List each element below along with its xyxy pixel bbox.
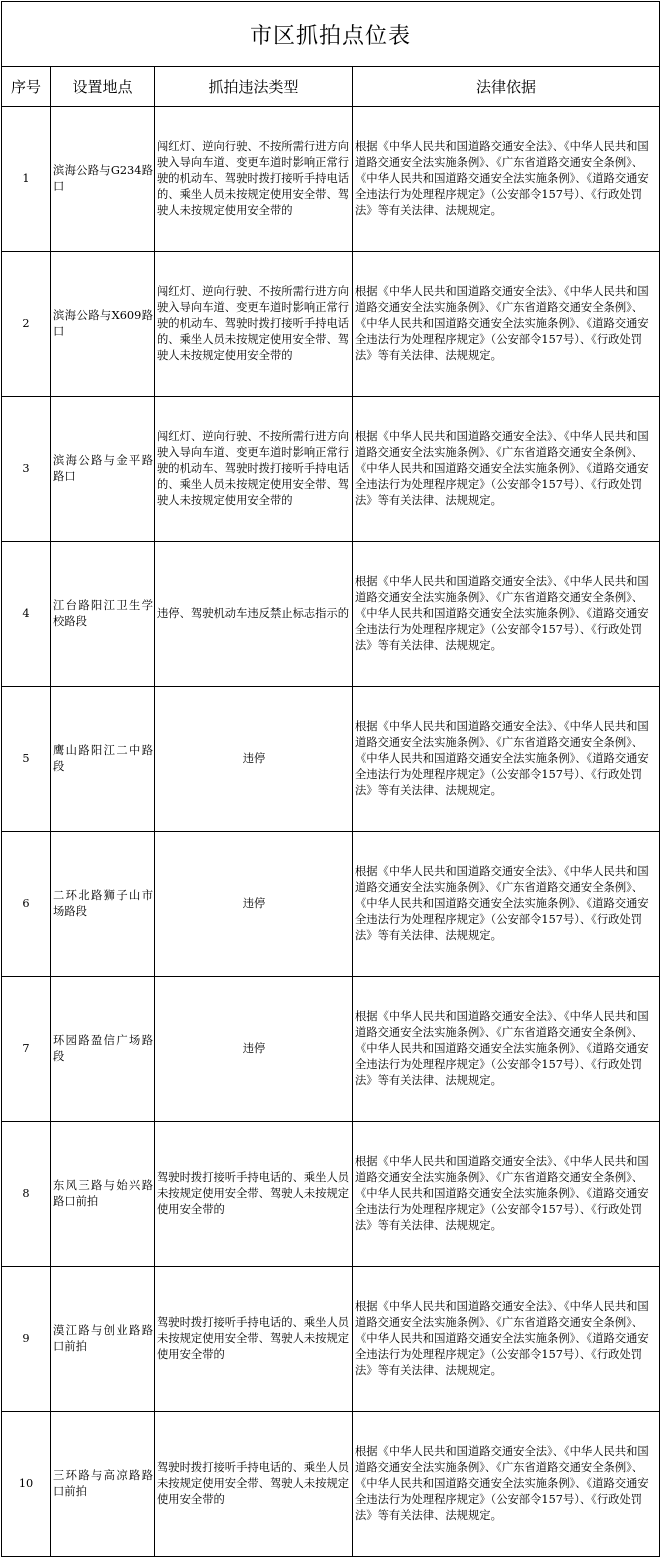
row-location: 环园路盈信广场路段 [51, 977, 155, 1122]
table-row [2, 1412, 660, 1557]
table-header-row [2, 67, 660, 107]
row-number: 3 [2, 397, 51, 542]
row-legal-basis: 根据《中华人民共和国道路交通安全法》、《中华人民共和国道路交通安全法实施条例》、《广东省道路交通安全条例》、《中华人民共和国道路交通安全法实施条例》、《道路交通安全违法行为处理程序规定》（公安部令157号）、《行政处罚法》等有关法律、法规规定。 [353, 1267, 660, 1412]
row-location: 二环北路狮子山市场路段 [51, 832, 155, 977]
capture-points-table [1, 1, 660, 1557]
row-legal-basis: 根据《中华人民共和国道路交通安全法》、《中华人民共和国道路交通安全法实施条例》、《广东省道路交通安全条例》、《中华人民共和国道路交通安全法实施条例》、《道路交通安全违法行为处理程序规定》（公安部令157号）、《行政处罚法》等有关法律、法规规定。 [353, 252, 660, 397]
header-no: 序号 [2, 67, 51, 107]
row-legal-basis: 根据《中华人民共和国道路交通安全法》、《中华人民共和国道路交通安全法实施条例》、《广东省道路交通安全条例》、《中华人民共和国道路交通安全法实施条例》、《道路交通安全违法行为处理程序规定》（公安部令157号）、《行政处罚法》等有关法律、法规规定。 [353, 687, 660, 832]
table-row [2, 107, 660, 252]
row-violation-type: 违停 [155, 832, 353, 977]
row-legal-basis: 根据《中华人民共和国道路交通安全法》、《中华人民共和国道路交通安全法实施条例》、《广东省道路交通安全条例》、《中华人民共和国道路交通安全法实施条例》、《道路交通安全违法行为处理程序规定》（公安部令157号）、《行政处罚法》等有关法律、法规规定。 [353, 542, 660, 687]
row-location: 滨海公路与G234路口 [51, 107, 155, 252]
row-location: 鹰山路阳江二中路段 [51, 687, 155, 832]
row-violation-type: 闯红灯、逆向行驶、不按所需行进方向驶入导向车道、变更车道时影响正常行驶的机动车、驾驶时拨打接听手持电话的、乘坐人员未按规定使用安全带、驾驶人未按规定使用安全带的 [155, 107, 353, 252]
row-legal-basis: 根据《中华人民共和国道路交通安全法》、《中华人民共和国道路交通安全法实施条例》、《广东省道路交通安全条例》、《中华人民共和国道路交通安全法实施条例》、《道路交通安全违法行为处理程序规定》（公安部令157号）、《行政处罚法》等有关法律、法规规定。 [353, 1122, 660, 1267]
row-location: 滨海公路与X609路口 [51, 252, 155, 397]
row-number: 2 [2, 252, 51, 397]
row-number: 9 [2, 1267, 51, 1412]
row-number: 7 [2, 977, 51, 1122]
row-legal-basis: 根据《中华人民共和国道路交通安全法》、《中华人民共和国道路交通安全法实施条例》、《广东省道路交通安全条例》、《中华人民共和国道路交通安全法实施条例》、《道路交通安全违法行为处理程序规定》（公安部令157号）、《行政处罚法》等有关法律、法规规定。 [353, 977, 660, 1122]
row-violation-type: 违停 [155, 977, 353, 1122]
row-location: 东风三路与始兴路路口前拍 [51, 1122, 155, 1267]
header-legal-basis: 法律依据 [353, 67, 660, 107]
row-legal-basis: 根据《中华人民共和国道路交通安全法》、《中华人民共和国道路交通安全法实施条例》、《广东省道路交通安全条例》、《中华人民共和国道路交通安全法实施条例》、《道路交通安全违法行为处理程序规定》（公安部令157号）、《行政处罚法》等有关法律、法规规定。 [353, 1412, 660, 1557]
row-location: 漠江路与创业路路口前拍 [51, 1267, 155, 1412]
row-legal-basis: 根据《中华人民共和国道路交通安全法》、《中华人民共和国道路交通安全法实施条例》、《广东省道路交通安全条例》、《中华人民共和国道路交通安全法实施条例》、《道路交通安全违法行为处理程序规定》（公安部令157号）、《行政处罚法》等有关法律、法规规定。 [353, 832, 660, 977]
table-row [2, 542, 660, 687]
row-location: 滨海公路与金平路路口 [51, 397, 155, 542]
row-violation-type: 违停、驾驶机动车违反禁止标志指示的 [155, 542, 353, 687]
row-number: 4 [2, 542, 51, 687]
row-number: 8 [2, 1122, 51, 1267]
row-violation-type: 闯红灯、逆向行驶、不按所需行进方向驶入导向车道、变更车道时影响正常行驶的机动车、驾驶时拨打接听手持电话的、乘坐人员未按规定使用安全带、驾驶人未按规定使用安全带的 [155, 397, 353, 542]
row-number: 1 [2, 107, 51, 252]
table-row [2, 832, 660, 977]
row-legal-basis: 根据《中华人民共和国道路交通安全法》、《中华人民共和国道路交通安全法实施条例》、《广东省道路交通安全条例》、《中华人民共和国道路交通安全法实施条例》、《道路交通安全违法行为处理程序规定》（公安部令157号）、《行政处罚法》等有关法律、法规规定。 [353, 107, 660, 252]
table-row [2, 977, 660, 1122]
row-number: 6 [2, 832, 51, 977]
table-row [2, 1122, 660, 1267]
table-row [2, 1267, 660, 1412]
row-violation-type: 驾驶时拨打接听手持电话的、乘坐人员未按规定使用安全带、驾驶人未按规定使用安全带的 [155, 1122, 353, 1267]
row-legal-basis: 根据《中华人民共和国道路交通安全法》、《中华人民共和国道路交通安全法实施条例》、《广东省道路交通安全条例》、《中华人民共和国道路交通安全法实施条例》、《道路交通安全违法行为处理程序规定》（公安部令157号）、《行政处罚法》等有关法律、法规规定。 [353, 397, 660, 542]
row-violation-type: 驾驶时拨打接听手持电话的、乘坐人员未按规定使用安全带、驾驶人未按规定使用安全带的 [155, 1267, 353, 1412]
row-number: 5 [2, 687, 51, 832]
row-violation-type: 闯红灯、逆向行驶、不按所需行进方向驶入导向车道、变更车道时影响正常行驶的机动车、驾驶时拨打接听手持电话的、乘坐人员未按规定使用安全带、驾驶人未按规定使用安全带的 [155, 252, 353, 397]
row-location: 江台路阳江卫生学校路段 [51, 542, 155, 687]
table-row [2, 687, 660, 832]
header-location: 设置地点 [51, 67, 155, 107]
table-row [2, 397, 660, 542]
row-location: 三环路与高凉路路口前拍 [51, 1412, 155, 1557]
header-violation-type: 抓拍违法类型 [155, 67, 353, 107]
page-title: 市区抓拍点位表 [2, 2, 660, 67]
row-violation-type: 违停 [155, 687, 353, 832]
capture-points-sheet [1, 1, 659, 1557]
row-violation-type: 驾驶时拨打接听手持电话的、乘坐人员未按规定使用安全带、驾驶人未按规定使用安全带的 [155, 1412, 353, 1557]
row-number: 10 [2, 1412, 51, 1557]
table-row [2, 252, 660, 397]
